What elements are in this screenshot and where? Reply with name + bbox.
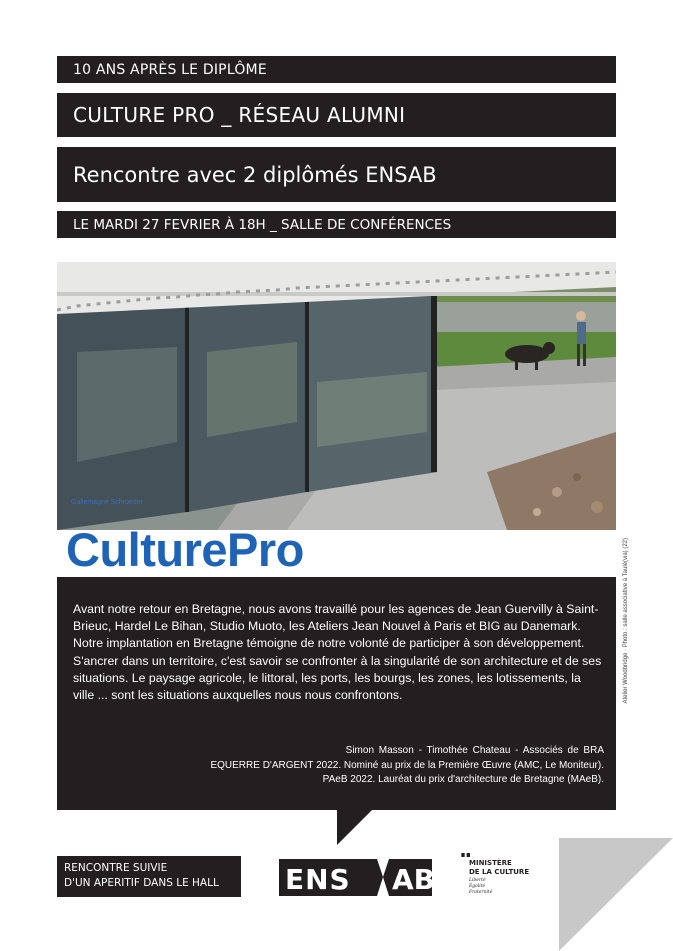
header-title: CULTURE PRO _ RÉSEAU ALUMNI xyxy=(73,103,406,127)
photo-credit xyxy=(623,538,633,708)
award-equerre: EQUERRE D'ARGENT 2022. Nominé au prix de la Première Œuvre (AMC, Le Moniteur). xyxy=(210,759,604,771)
photo-caption: Gallemagne Schroeder xyxy=(71,499,143,506)
header-title-bar xyxy=(57,93,616,137)
motto-fraternite: Fraternité xyxy=(469,890,493,895)
ministere-name xyxy=(469,859,529,876)
ministere-line1: MINISTÈRE xyxy=(469,859,512,867)
header-subtitle: 10 ANS APRÈS LE DIPLÔME xyxy=(73,61,267,78)
culturepro-title: CulturePro xyxy=(66,523,304,576)
award-paeb: PAeB 2022. Lauréat du prix d'architecture de Bretagne (MAeB). xyxy=(322,774,604,785)
event-date: LE MARDI 27 FEVRIER À 18H _ SALLE DE CONFÉRENCES xyxy=(73,216,452,233)
event-title-bar xyxy=(57,147,616,202)
marianne-icon xyxy=(459,853,473,857)
architecture-photo xyxy=(57,262,616,530)
paragraph-2: Notre implantation en Bretagne témoigne de notre volonté de participer à son développement. S'ancrer dans un territoire, c'est savoir se confronter à la singularité de son architecture et de ses situations. Le paysage agricole, le littoral, les ports, les bourgs, les zones, les lotissements, la ville ... sont les situations auxquelles nous nous confrontons. xyxy=(73,636,602,703)
republic-motto xyxy=(469,878,492,896)
svg-text:AB: AB xyxy=(392,863,432,896)
header-subtitle-bar xyxy=(57,56,616,83)
paragraph-1: Avant notre retour en Bretagne, nous avons travaillé pour les agences de Jean Guervilly à Saint-Brieuc, Hardel Le Bihan, Studio Muoto, les Ateliers Jean Nouvel à Paris et BIG au Danemark. xyxy=(73,602,599,634)
signature-block xyxy=(210,744,604,788)
aperitif-note xyxy=(57,856,241,897)
motto-liberte: Liberté xyxy=(469,878,486,883)
signature: Simon Masson - Timothée Chateau - Associés de BRA xyxy=(345,745,604,756)
corner-triangle xyxy=(559,838,673,951)
ministere-logo xyxy=(459,853,569,903)
aperitif-note-line2: D'UN APERITIF DANS LE HALL xyxy=(64,877,219,889)
event-date-bar xyxy=(57,211,616,238)
ensab-logo xyxy=(279,859,432,896)
description-box xyxy=(57,577,616,810)
photo-credit-text: Atelier Woodbridge · Photo : salle associative à Taulé(via) (22) xyxy=(623,538,629,704)
svg-text:ENS: ENS xyxy=(285,863,351,896)
ministere-line2: DE LA CULTURE xyxy=(469,867,530,876)
motto-egalite: Égalité xyxy=(469,884,486,889)
aperitif-note-line1: RENCONTRE SUIVIE xyxy=(64,862,168,874)
event-title: Rencontre avec 2 diplômés ENSAB xyxy=(73,162,437,187)
speech-tail xyxy=(337,809,373,845)
